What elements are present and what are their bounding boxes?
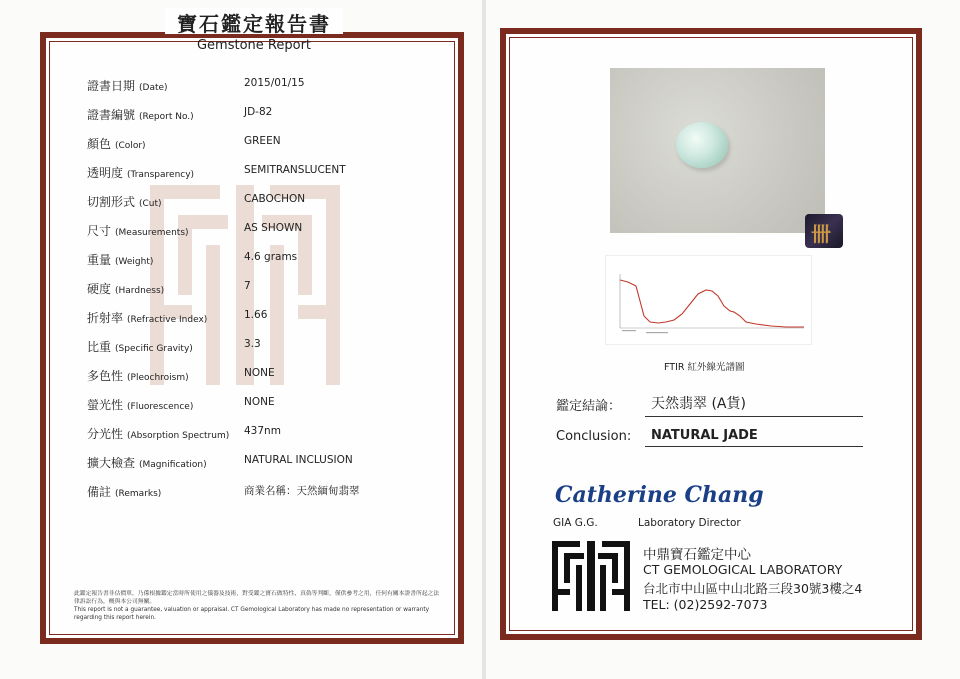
label-en: (Color) bbox=[115, 141, 146, 151]
label-en: (Refractive Index) bbox=[127, 315, 208, 325]
label-cn: 切割形式 bbox=[87, 195, 136, 209]
label-en: (Absorption Spectrum) bbox=[127, 431, 230, 441]
value-hardness: 7 bbox=[244, 280, 251, 292]
disclaimer-en: This report is not a guarantee, valuation or appraisal. CT Gemological Laboratory has made no representation or warranty regarding this report herein. bbox=[74, 607, 430, 621]
report-title-cn: 寶石鑑定報告書 bbox=[165, 8, 343, 34]
lab-name-cn: 中鼎寶石鑑定中心 bbox=[643, 547, 751, 563]
value-refractive-index: 1.66 bbox=[244, 309, 268, 321]
director-signature: Catherine Chang bbox=[555, 482, 764, 508]
hologram-seal-icon: 卌 bbox=[805, 214, 843, 248]
value-specific-gravity: 3.3 bbox=[244, 338, 261, 350]
label-en: (Transparency) bbox=[127, 170, 195, 180]
report-title-en: Gemstone Report bbox=[196, 38, 312, 53]
ftir-spectrum-graph bbox=[605, 255, 812, 345]
label-cn: 備註 bbox=[87, 485, 112, 499]
label-en: (Measurements) bbox=[115, 228, 189, 238]
label-cn: 比重 bbox=[87, 340, 112, 354]
value-magnification: NATURAL INCLUSION bbox=[244, 454, 353, 466]
value-cut: CABOCHON bbox=[244, 193, 306, 205]
label-cn: 分光性 bbox=[87, 427, 124, 441]
value-report-no: JD-82 bbox=[244, 106, 273, 118]
label-en: (Date) bbox=[139, 83, 168, 93]
disclaimer-cn: 此鑑定報告書非估價單，乃係根據鑑定當時所使用之儀器及技術，對受鑑之寶石做特性、真偽等判斷，僅供參考之用，任何有關本證書所起之法律訴訟行為，概與本公司無關。 bbox=[74, 591, 440, 605]
conclusion-en-label: Conclusion: bbox=[556, 429, 632, 444]
label-en: (Report No.) bbox=[139, 112, 194, 122]
jade-cabochon-image bbox=[676, 122, 728, 168]
label-cn: 擴大檢查 bbox=[87, 456, 136, 470]
conclusion-en-underline bbox=[645, 446, 863, 447]
lab-tel: TEL: (02)2592-7073 bbox=[643, 597, 768, 612]
label-en: (Weight) bbox=[115, 257, 154, 267]
sig-title-right: Laboratory Director bbox=[638, 517, 741, 529]
label-en: (Remarks) bbox=[115, 489, 162, 499]
value-measurements: AS SHOWN bbox=[244, 222, 303, 234]
ftir-caption: FTIR 紅外線光譜圖 bbox=[664, 362, 745, 373]
label-cn: 折射率 bbox=[87, 311, 124, 325]
label-cn: 螢光性 bbox=[87, 398, 124, 412]
value-transparency: SEMITRANSLUCENT bbox=[244, 164, 346, 176]
label-en: (Pleochroism) bbox=[127, 373, 189, 383]
label-cn: 尺寸 bbox=[87, 224, 112, 238]
value-date: 2015/01/15 bbox=[244, 77, 305, 89]
conclusion-en-value: NATURAL JADE bbox=[651, 428, 758, 443]
conclusion-cn-value: 天然翡翠 (A貨) bbox=[651, 396, 746, 412]
label-en: (Magnification) bbox=[139, 460, 207, 470]
value-pleochroism: NONE bbox=[244, 367, 275, 379]
conclusion-cn-underline bbox=[645, 416, 863, 417]
value-color: GREEN bbox=[244, 135, 281, 147]
label-cn: 證書日期 bbox=[87, 79, 136, 93]
conclusion-cn-label: 鑑定結論： bbox=[556, 399, 622, 414]
gemstone-photo bbox=[610, 68, 825, 233]
lab-name-en: CT GEMOLOGICAL LABORATORY bbox=[643, 562, 843, 577]
label-cn: 硬度 bbox=[87, 282, 112, 296]
value-fluorescence: NONE bbox=[244, 396, 275, 408]
value-remarks: 商業名稱：天然緬甸翡翠 bbox=[244, 485, 360, 497]
label-en: (Fluorescence) bbox=[127, 402, 194, 412]
label-cn: 證書編號 bbox=[87, 108, 136, 122]
label-cn: 多色性 bbox=[87, 369, 124, 383]
label-en: (Hardness) bbox=[115, 286, 165, 296]
label-cn: 顏色 bbox=[87, 137, 112, 151]
lab-address: 台北市中山區中山北路三段30號3樓之4 bbox=[643, 581, 863, 596]
disclaimer bbox=[74, 590, 442, 622]
label-en: (Cut) bbox=[139, 199, 162, 209]
label-cn: 重量 bbox=[87, 253, 112, 267]
label-en: (Specific Gravity) bbox=[115, 344, 193, 354]
value-absorption-spectrum: 437nm bbox=[244, 425, 281, 437]
ct-lab-logo-icon bbox=[552, 541, 630, 611]
label-cn: 透明度 bbox=[87, 166, 124, 180]
value-weight: 4.6 grams bbox=[244, 251, 298, 263]
sig-title-left: GIA G.G. bbox=[553, 517, 598, 529]
